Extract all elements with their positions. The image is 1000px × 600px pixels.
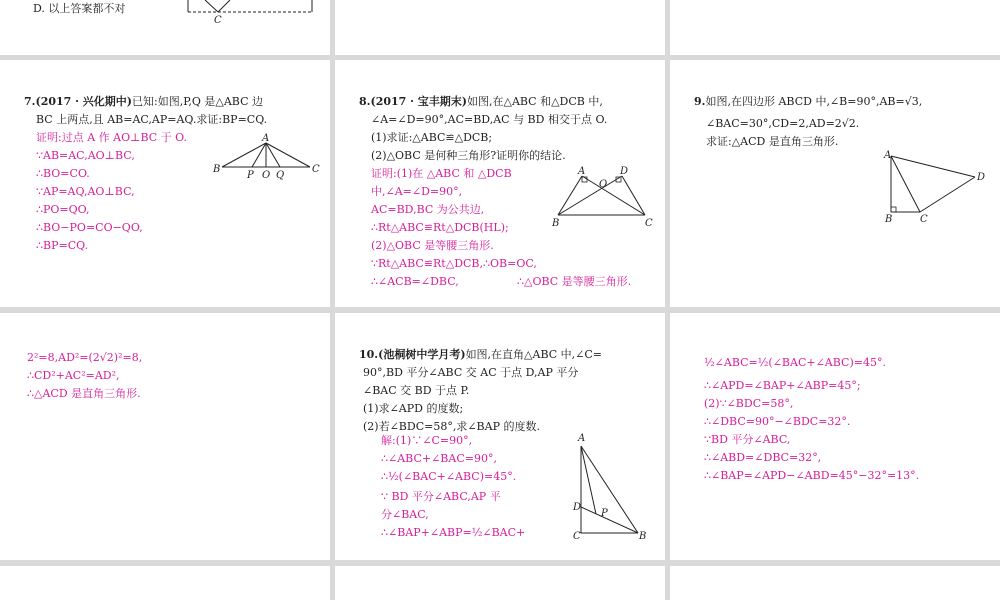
q7-fig-label-a: A [262, 133, 270, 144]
q10cont-line-3: (2)∵∠BDC=58°, [704, 397, 794, 410]
q10cont-line-2: ∴∠APD=∠BAP+∠ABP=45°; [704, 379, 861, 392]
q8-answer-line-3: AC=BD,BC 为公共边, [371, 203, 485, 216]
q10cont-line-4: ∴∠DBC=90°−∠BDC=32°. [704, 415, 851, 428]
q10-stem-text-1: 如图,在直角△ABC 中,∠C= [465, 348, 603, 361]
q10-figure [335, 313, 665, 560]
q9cont-line-3: ∴△ACD 是直角三角形. [27, 387, 141, 400]
q8-stem-text-1: 如图,在△ABC 和△DCB 中, [467, 95, 603, 108]
panel-bottom-middle [335, 566, 665, 600]
panel-question-8 [335, 60, 665, 307]
q10-answer-line-3: ∴½(∠BAC+∠ABC)=45°. [381, 470, 517, 483]
q10-stem-line-5: (2)若∠BDC=58°,求∠BAP 的度数. [363, 420, 540, 433]
q7-stem-line-2: BC 上两点,且 AB=AC,AP=AQ.求证:BP=CQ. [36, 113, 268, 126]
panel-bottom-left [0, 566, 330, 600]
q10cont-line-1: ½∠ABC=½(∠BAC+∠ABC)=45°. [704, 356, 886, 369]
q7-answer-line-1: 证明:过点 A 作 AO⊥BC 于 O. [36, 131, 188, 144]
q7-fig-label-p: P [247, 170, 254, 181]
q9-fig-label-c: C [920, 214, 928, 225]
q9-number: 9. [694, 95, 706, 108]
q9-figure [670, 60, 1000, 307]
option-d: D. 以上答案都不对 [33, 2, 126, 15]
q10-fig-label-b: B [639, 531, 647, 542]
panel-top-left [0, 0, 330, 55]
q10-stem-line-3: ∠BAC 交 BD 于点 P. [363, 384, 470, 397]
q7-answer-line-5: ∴PO=QO, [36, 203, 90, 216]
panel-top-right [670, 0, 1000, 55]
q8-stem-line-4: (2)△OBC 是何种三角形?证明你的结论. [371, 149, 566, 162]
q7-answer-line-2: ∵AB=AC,AO⊥BC, [36, 149, 135, 162]
q10-fig-label-a: A [578, 433, 586, 444]
q9-stem-text-1: 如图,在四边形 ABCD 中,∠B=90°,AB=√3, [705, 95, 923, 108]
q8-figure [335, 60, 665, 307]
q10-number: 10. [359, 348, 379, 361]
q9-fig-label-b: B [885, 214, 893, 225]
q8-answer-line-4: ∴Rt△ABC≌Rt△DCB(HL); [371, 221, 509, 234]
panel-bottom-right [670, 566, 1000, 600]
q8-answer-line-8: ∴△OBC 是等腰三角形. [517, 275, 632, 288]
q7-fig-label-q: Q [276, 170, 285, 181]
q8-source: (2017 · 宝丰期末) [370, 95, 467, 108]
q7-answer-line-7: ∴BP=CQ. [36, 239, 89, 252]
q10-source: (池桐树中学月考) [378, 348, 466, 361]
q9-fig-label-d: D [977, 172, 986, 183]
top-figure [0, 0, 330, 55]
q10-fig-label-p: P [601, 508, 608, 519]
q10-stem-line-2: 90°,BD 平分∠ABC 交 AC 于点 D,AP 平分 [363, 366, 579, 379]
panel-question-7 [0, 60, 330, 307]
q9cont-line-1: 2²=8,AD²=(2√2)²=8, [27, 351, 143, 364]
q7-answer-line-3: ∴BO=CO. [36, 167, 90, 180]
q8-answer-line-6: ∵Rt△ABC≌Rt△DCB,∴OB=OC, [371, 257, 537, 270]
q8-answer-line-5: (2)△OBC 是等腰三角形. [371, 239, 494, 252]
panel-top-middle [335, 0, 665, 55]
panel-question-9 [670, 60, 1000, 307]
panel-question-9-continued [0, 313, 330, 560]
q9cont-line-2: ∴CD²+AC²=AD², [27, 369, 120, 382]
q10-stem-line-4: (1)求∠APD 的度数; [363, 402, 464, 415]
q7-fig-label-o: O [262, 170, 271, 181]
q9-stem-line-3: 求证:△ACD 是直角三角形. [706, 135, 839, 148]
q10cont-line-5: ∵BD 平分∠ABC, [704, 433, 791, 446]
q10-answer-line-4: ∵ BD 平分∠ABC,AP 平 [381, 490, 501, 503]
q7-figure [0, 60, 330, 307]
q7-fig-label-b: B [213, 164, 221, 175]
q7-answer-line-4: ∵AP=AQ,AO⊥BC, [36, 185, 135, 198]
panel-question-10 [335, 313, 665, 560]
q8-number: 8. [359, 95, 371, 108]
q8-stem-line-2: ∠A=∠D=90°,AC=BD,AC 与 BD 相交于点 O. [371, 113, 608, 126]
q10-answer-line-5: 分∠BAC, [381, 508, 429, 521]
q9-fig-label-a: A [884, 150, 892, 161]
q8-answer-line-2: 中,∠A=∠D=90°, [371, 185, 463, 198]
q7-source: (2017 · 兴化期中) [35, 95, 132, 108]
q10cont-line-6: ∴∠ABD=∠DBC=32°, [704, 451, 822, 464]
q8-fig-label-a: A [578, 166, 586, 177]
q7-fig-label-c: C [312, 164, 320, 175]
q8-stem-line-3: (1)求证:△ABC≌△DCB; [371, 131, 493, 144]
q8-fig-label-b: B [552, 218, 560, 229]
q7-answer-line-6: ∴BO−PO=CO−QO, [36, 221, 143, 234]
q10cont-line-7: ∴∠BAP=∠APD−∠ABD=45°−32°=13°. [704, 469, 920, 482]
q10-answer-line-1: 解:(1)∵∠C=90°, [381, 434, 473, 447]
q10-answer-line-2: ∴∠ABC+∠BAC=90°, [381, 452, 497, 465]
q8-answer-line-1: 证明:(1)在 △ABC 和 △DCB [371, 167, 512, 180]
q8-fig-label-c: C [645, 218, 653, 229]
q8-answer-line-7: ∴∠ACB=∠DBC, [371, 275, 459, 288]
q9-stem-line-2: ∠BAC=30°,CD=2,AD=2√2. [706, 117, 860, 130]
q10-fig-label-d: D [573, 502, 582, 513]
q8-fig-label-d: D [620, 166, 629, 177]
q7-stem-text-1: 已知:如图,P,Q 是△ABC 边 [132, 95, 263, 108]
q8-fig-label-o: O [599, 179, 608, 190]
panel-question-10-continued [670, 313, 1000, 560]
top-fig-label-c: C [214, 15, 222, 26]
q10-answer-line-6: ∴∠BAP+∠ABP=½∠BAC+ [381, 526, 526, 539]
q7-number: 7. [24, 95, 36, 108]
q10-fig-label-c: C [573, 531, 581, 542]
